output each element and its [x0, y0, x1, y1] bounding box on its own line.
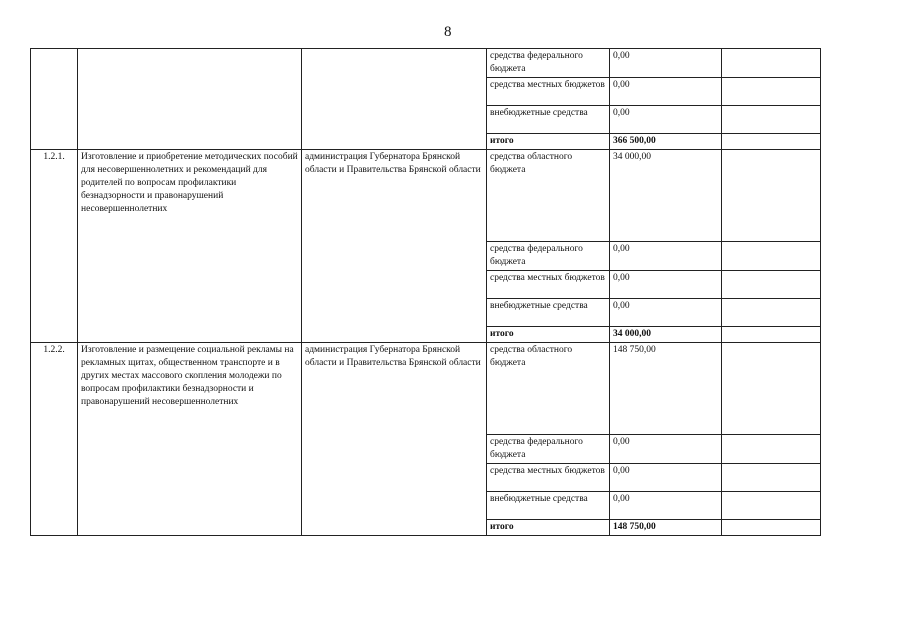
amount-cell: 0,00 [610, 78, 722, 106]
amount-cell: 148 750,00 [610, 343, 722, 435]
blank-cell [722, 49, 821, 78]
blank-cell [722, 106, 821, 134]
amount-cell: 0,00 [610, 49, 722, 78]
item-executor: администрация Губернатора Брянской области и Правительства Брянской области [302, 150, 487, 343]
source-cell: средства местных бюджетов [487, 271, 610, 299]
amount-cell: 34 000,00 [610, 150, 722, 242]
total-amount: 34 000,00 [610, 327, 722, 343]
amount-cell: 0,00 [610, 464, 722, 492]
item-executor: администрация Губернатора Брянской области и Правительства Брянской области [302, 343, 487, 536]
amount-cell: 0,00 [610, 242, 722, 271]
blank-cell [722, 492, 821, 520]
amount-cell: 0,00 [610, 299, 722, 327]
total-label: итого [487, 520, 610, 536]
item-number: 1.2.1. [31, 150, 78, 343]
source-cell: внебюджетные средства [487, 106, 610, 134]
blank-cell [722, 520, 821, 536]
blank-cell [722, 78, 821, 106]
source-cell: средства федерального бюджета [487, 49, 610, 78]
source-cell: средства областного бюджета [487, 343, 610, 435]
amount-cell: 0,00 [610, 271, 722, 299]
source-cell: внебюджетные средства [487, 492, 610, 520]
blank-cell [722, 435, 821, 464]
item-description: Изготовление и приобретение методических пособий для несовершеннолетних и рекомендаций для родителей по вопросам профилактики безнадзорности и правонарушений несовершеннолетних [78, 150, 302, 343]
source-cell: внебюджетные средства [487, 299, 610, 327]
source-cell: средства федерального бюджета [487, 435, 610, 464]
table-row [31, 49, 821, 78]
source-cell: средства федерального бюджета [487, 242, 610, 271]
item-description: Изготовление и размещение социальной рекламы на рекламных щитах, общественном транспорте и в других местах массового скопления молодежи по вопросам профилактики безнадзорности и правонарушений несовершеннолетних [78, 343, 302, 536]
amount-cell: 0,00 [610, 435, 722, 464]
description-cell [78, 49, 302, 150]
total-label: итого [487, 134, 610, 150]
blank-cell [722, 134, 821, 150]
total-amount: 366 500,00 [610, 134, 722, 150]
blank-cell [722, 299, 821, 327]
blank-cell [722, 150, 821, 242]
blank-cell [722, 464, 821, 492]
item-number: 1.2.2. [31, 343, 78, 536]
total-amount: 148 750,00 [610, 520, 722, 536]
blank-cell [722, 343, 821, 435]
source-cell: средства местных бюджетов [487, 78, 610, 106]
source-cell: средства местных бюджетов [487, 464, 610, 492]
executor-cell [302, 49, 487, 150]
table-row [31, 150, 821, 242]
amount-cell: 0,00 [610, 492, 722, 520]
source-cell: средства областного бюджета [487, 150, 610, 242]
blank-cell [722, 327, 821, 343]
amount-cell: 0,00 [610, 106, 722, 134]
table-row [31, 343, 821, 435]
blank-cell [722, 242, 821, 271]
budget-table [30, 48, 821, 536]
blank-cell [722, 271, 821, 299]
total-label: итого [487, 327, 610, 343]
number-cell [31, 49, 78, 150]
page-number: 8 [444, 24, 452, 40]
